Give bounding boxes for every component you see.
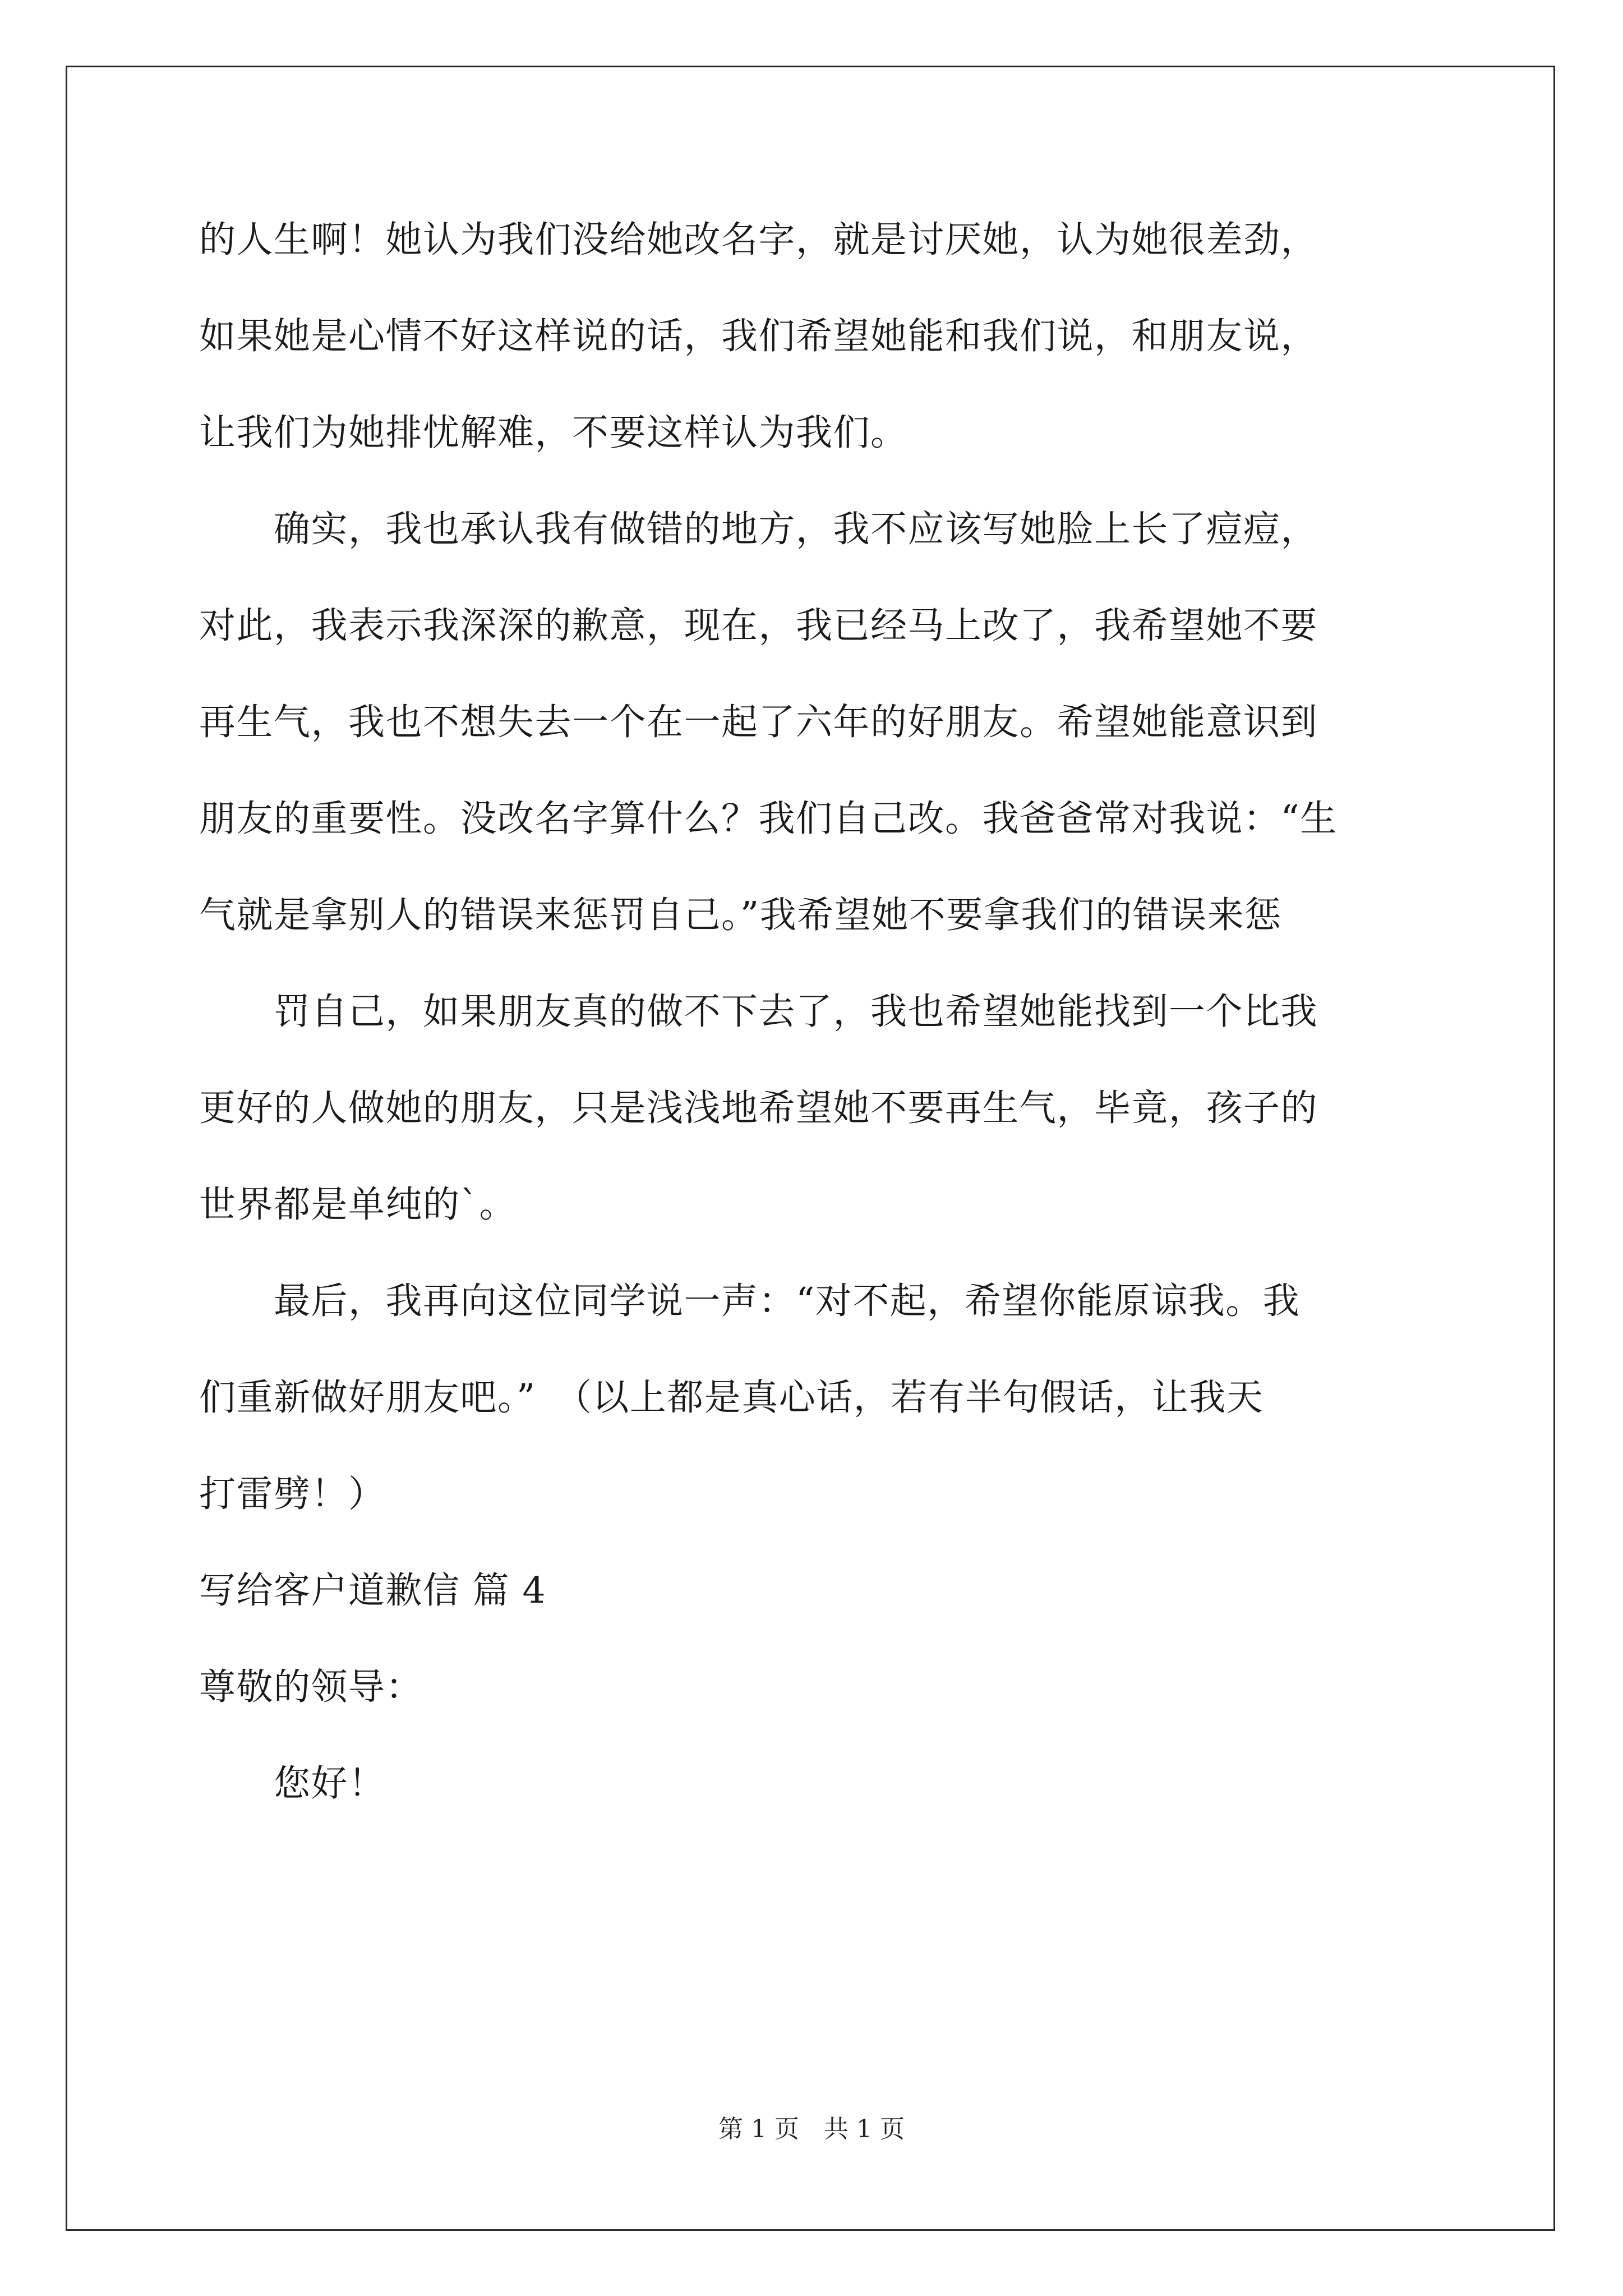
text-line: 世界都是单纯的`。 — [199, 1184, 517, 1226]
text-line: 更好的人做她的朋友，只是浅浅地希望她不要再生气，毕竟，孩子的 — [199, 1087, 1318, 1129]
page-number: 第 1 页 共 1 页 — [718, 2115, 905, 2143]
text-line: 打雷劈！） — [199, 1473, 386, 1515]
section-heading: 写给客户道歉信 篇 4 — [199, 1570, 547, 1612]
text-line: 对此，我表示我深深的歉意，现在，我已经马上改了，我希望她不要 — [199, 605, 1318, 647]
page-border — [66, 66, 1555, 2231]
text-line: 的人生啊！她认为我们没给她改名字，就是讨厌她，认为她很差劲， — [199, 219, 1318, 261]
text-line: 气就是拿别人的错误来惩罚自己。”我希望她不要拿我们的错误来惩 — [199, 894, 1282, 936]
text-line: 罚自己，如果朋友真的做不下去了，我也希望她能找到一个比我 — [199, 991, 1318, 1033]
text-line: 确实，我也承认我有做错的地方，我不应该写她脸上长了痘痘， — [199, 508, 1318, 550]
text-line: 让我们为她排忧解难，不要这样认为我们。 — [199, 412, 908, 454]
text-line: 们重新做好朋友吧。” （以上都是真心话，若有半句假话，让我天 — [199, 1377, 1264, 1419]
text-line: 朋友的重要性。没改名字算什么？我们自己改。我爸爸常对我说：“生 — [199, 798, 1338, 840]
text-line: 最后，我再向这位同学说一声：“对不起，希望你能原谅我。我 — [199, 1280, 1301, 1322]
text-line: 如果她是心情不好这样说的话，我们希望她能和我们说，和朋友说， — [199, 315, 1318, 357]
text-line: 再生气，我也不想失去一个在一起了六年的好朋友。希望她能意识到 — [199, 701, 1318, 743]
greeting: 您好！ — [199, 1763, 386, 1805]
salutation: 尊敬的领导： — [199, 1666, 423, 1708]
